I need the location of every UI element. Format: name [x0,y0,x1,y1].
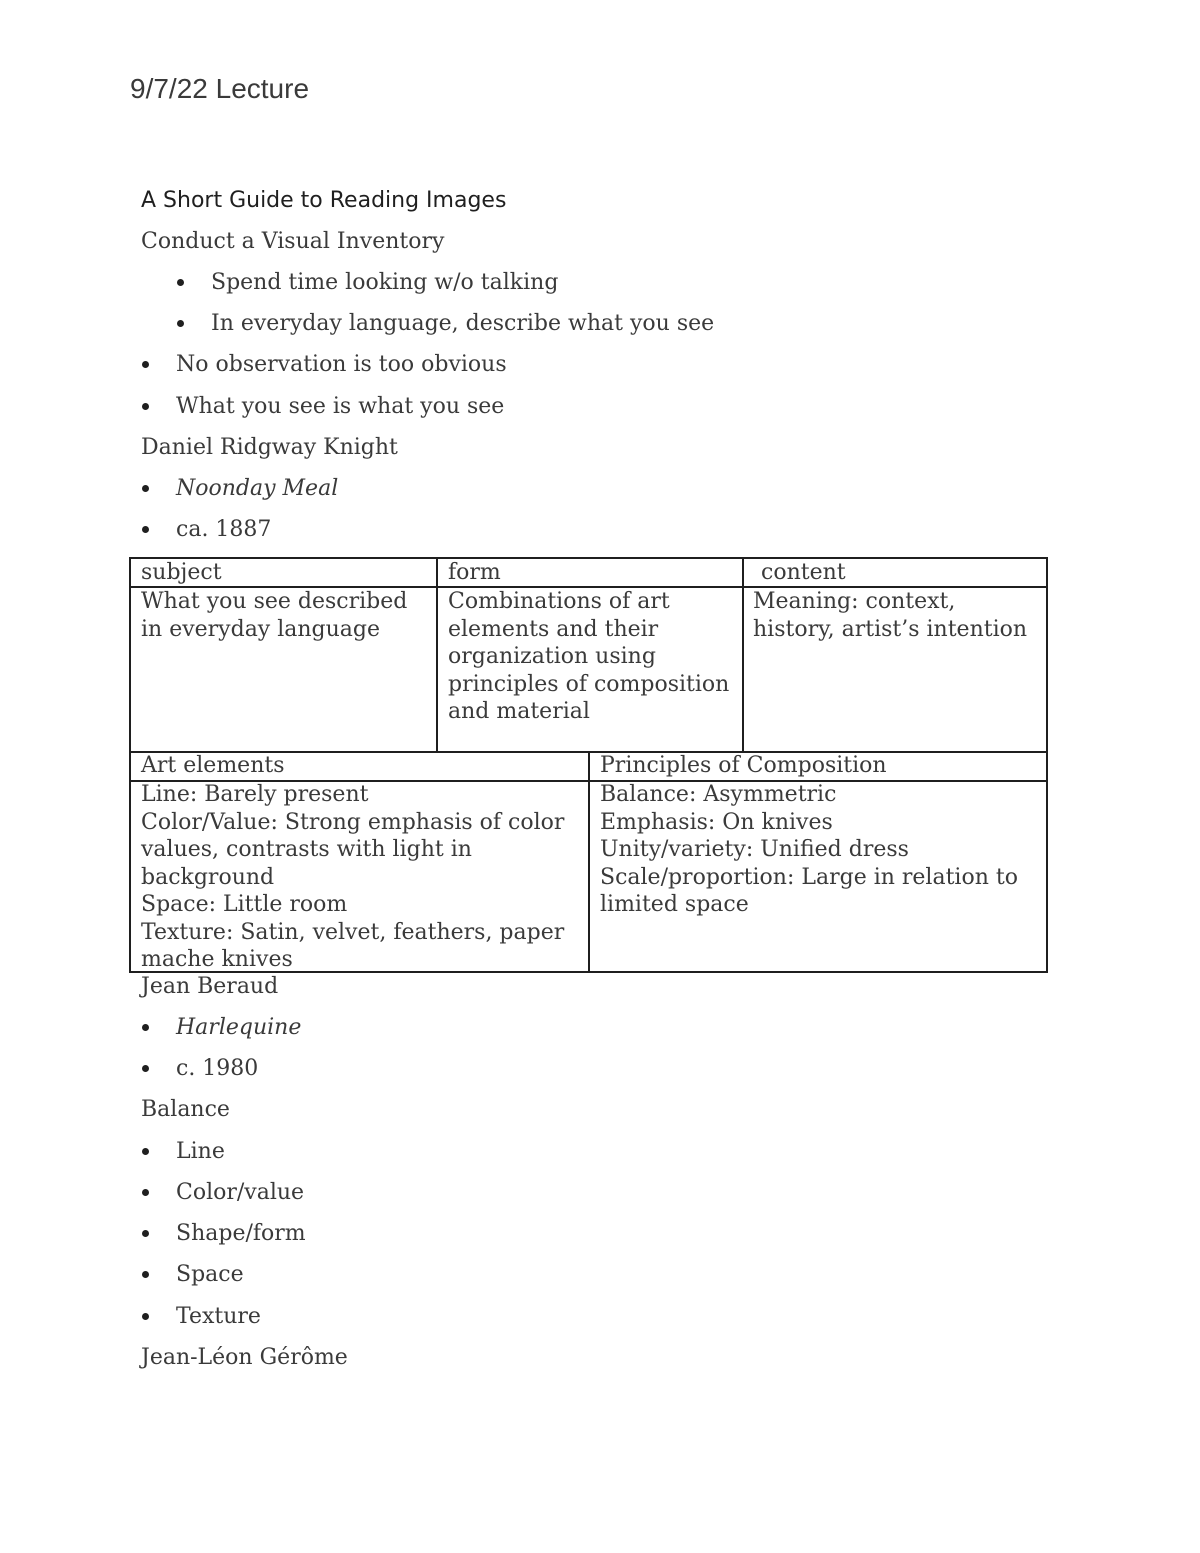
list-item: Texture [176,1304,261,1329]
bullet-icon [177,320,184,327]
principle-scale: Scale/proportion: Large in relation to limited space [600,864,1018,917]
art-elements-cell [141,781,581,974]
list-item: In everyday language, describe what you see [211,311,715,336]
table-cell-content: Meaning: context, history, artist’s intention [753,589,1028,642]
table-header-principles: Principles of Composition [600,753,887,778]
list-item: Space [176,1262,244,1287]
artwork-date: c. 1980 [176,1056,259,1081]
bullet-icon [142,1189,149,1196]
principle-unity: Unity/variety: Unified dress [600,837,909,862]
principle-emphasis: Emphasis: On knives [600,809,833,835]
list-item: Spend time looking w/o talking [211,270,559,295]
table-cell-subject: What you see described in everyday language [141,589,408,642]
art-element-line: Line: Barely present [141,782,369,807]
table-header-subject: subject [141,560,222,585]
art-element-color: Color/Value: Strong emphasis of color values, contrasts with light in background [141,809,565,890]
bullet-icon [142,1230,149,1237]
artwork-title: Harlequine [176,1015,302,1040]
bullet-icon [142,485,149,492]
list-item: What you see is what you see [176,394,505,419]
principle-balance: Balance: Asymmetric [600,782,837,807]
table-divider [742,559,744,752]
table-cell-form: Combinations of art elements and their organization using principles of composition and material [448,589,730,724]
bullet-icon [142,526,149,533]
artist-name: Daniel Ridgway Knight [141,435,398,460]
artwork-date: ca. 1887 [176,517,272,542]
bullet-icon [142,1024,149,1031]
bullet-icon [142,403,149,410]
table-divider [436,559,438,752]
artwork-title: Noonday Meal [176,476,339,501]
bullet-icon [177,279,184,286]
bullet-icon [142,361,149,368]
bullet-icon [142,1313,149,1320]
list-item: Line [176,1139,225,1164]
page-title: 9/7/22 Lecture [130,73,310,104]
table-header-art-elements: Art elements [141,753,285,778]
analysis-table [129,557,1048,973]
art-element-texture: Texture: Satin, velvet, feathers, paper mache knives [141,919,565,972]
principles-cell [600,781,1040,919]
list-item: No observation is too obvious [176,352,507,377]
table-header-content: content [761,560,846,585]
visual-inventory-heading: Conduct a Visual Inventory [141,229,445,254]
art-element-space: Space: Little room [141,892,348,917]
bullet-icon [142,1271,149,1278]
list-item: Shape/form [176,1221,306,1246]
guide-heading: A Short Guide to Reading Images [141,188,507,213]
balance-heading: Balance [141,1097,230,1122]
bullet-icon [142,1065,149,1072]
list-item: Color/value [176,1180,305,1205]
table-divider [588,751,590,971]
table-header-form: form [448,560,501,585]
bullet-icon [142,1148,149,1155]
artist-name: Jean-Léon Gérôme [141,1345,348,1370]
artist-name: Jean Beraud [141,974,279,999]
